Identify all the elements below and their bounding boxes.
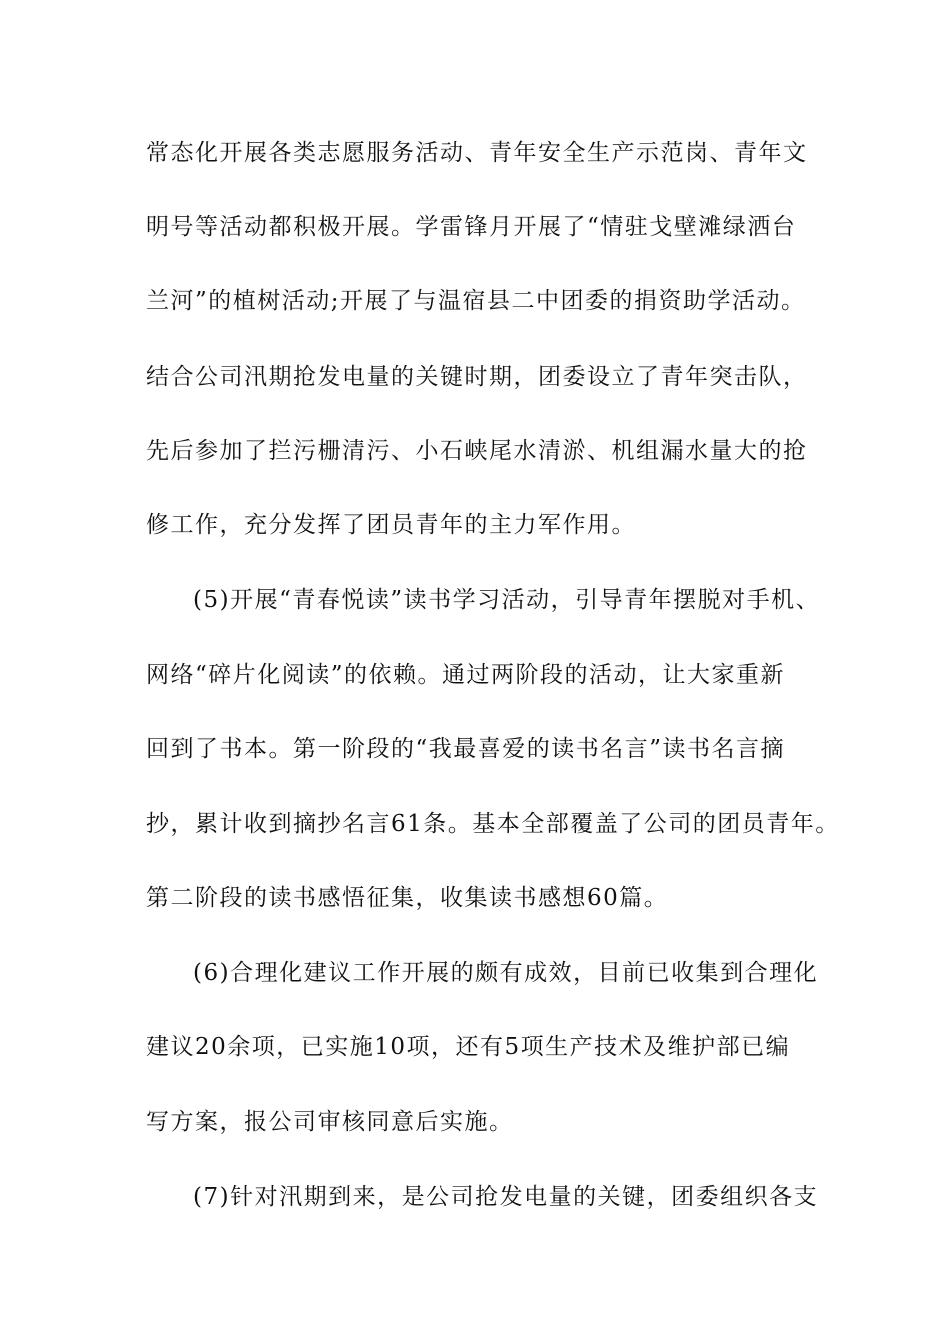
text-line: 先后参加了拦污栅清污、小石峡尾水清淤、机组漏水量大的抢 <box>146 438 808 464</box>
text-line: 回到了书本。第一阶段的“我最喜爱的读书名言”读书名言摘 <box>146 736 786 762</box>
text-line: 兰河”的植树活动;开展了与温宿县二中团委的捐资助学活动。 <box>146 288 806 314</box>
text-line: 结合公司汛期抢发电量的关键时期，团委设立了青年突击队， <box>146 364 808 390</box>
text-line: 修工作，充分发挥了团员青年的主力军作用。 <box>146 512 636 538</box>
text-line: 建议20余项，已实施10项，还有5项生产技术及维护部已编 <box>146 1034 791 1060</box>
text-line: 网络“碎片化阅读”的依赖。通过两阶段的活动，让大家重新 <box>146 662 786 688</box>
paragraph-start-line: (6)合理化建议工作开展的颇有成效，目前已收集到合理化 <box>193 960 819 986</box>
text-line: 第二阶段的读书感悟征集，收集读书感想60篇。 <box>146 885 669 911</box>
paragraph-start-line: (5)开展“青春悦读”读书学习活动，引导青年摆脱对手机、 <box>193 587 821 613</box>
text-line: 抄，累计收到摘抄名言61条。基本全部覆盖了公司的团员青年。 <box>146 811 840 837</box>
text-line: 写方案，报公司审核同意后实施。 <box>146 1109 514 1135</box>
text-line: 常态化开展各类志愿服务活动、青年安全生产示范岗、青年文 <box>146 140 808 166</box>
paragraph-start-line: (7)针对汛期到来，是公司抢发电量的关键，团委组织各支 <box>193 1184 819 1210</box>
text-line: 明号等活动都积极开展。学雷锋月开展了“情驻戈壁滩绿洒台 <box>146 214 797 240</box>
